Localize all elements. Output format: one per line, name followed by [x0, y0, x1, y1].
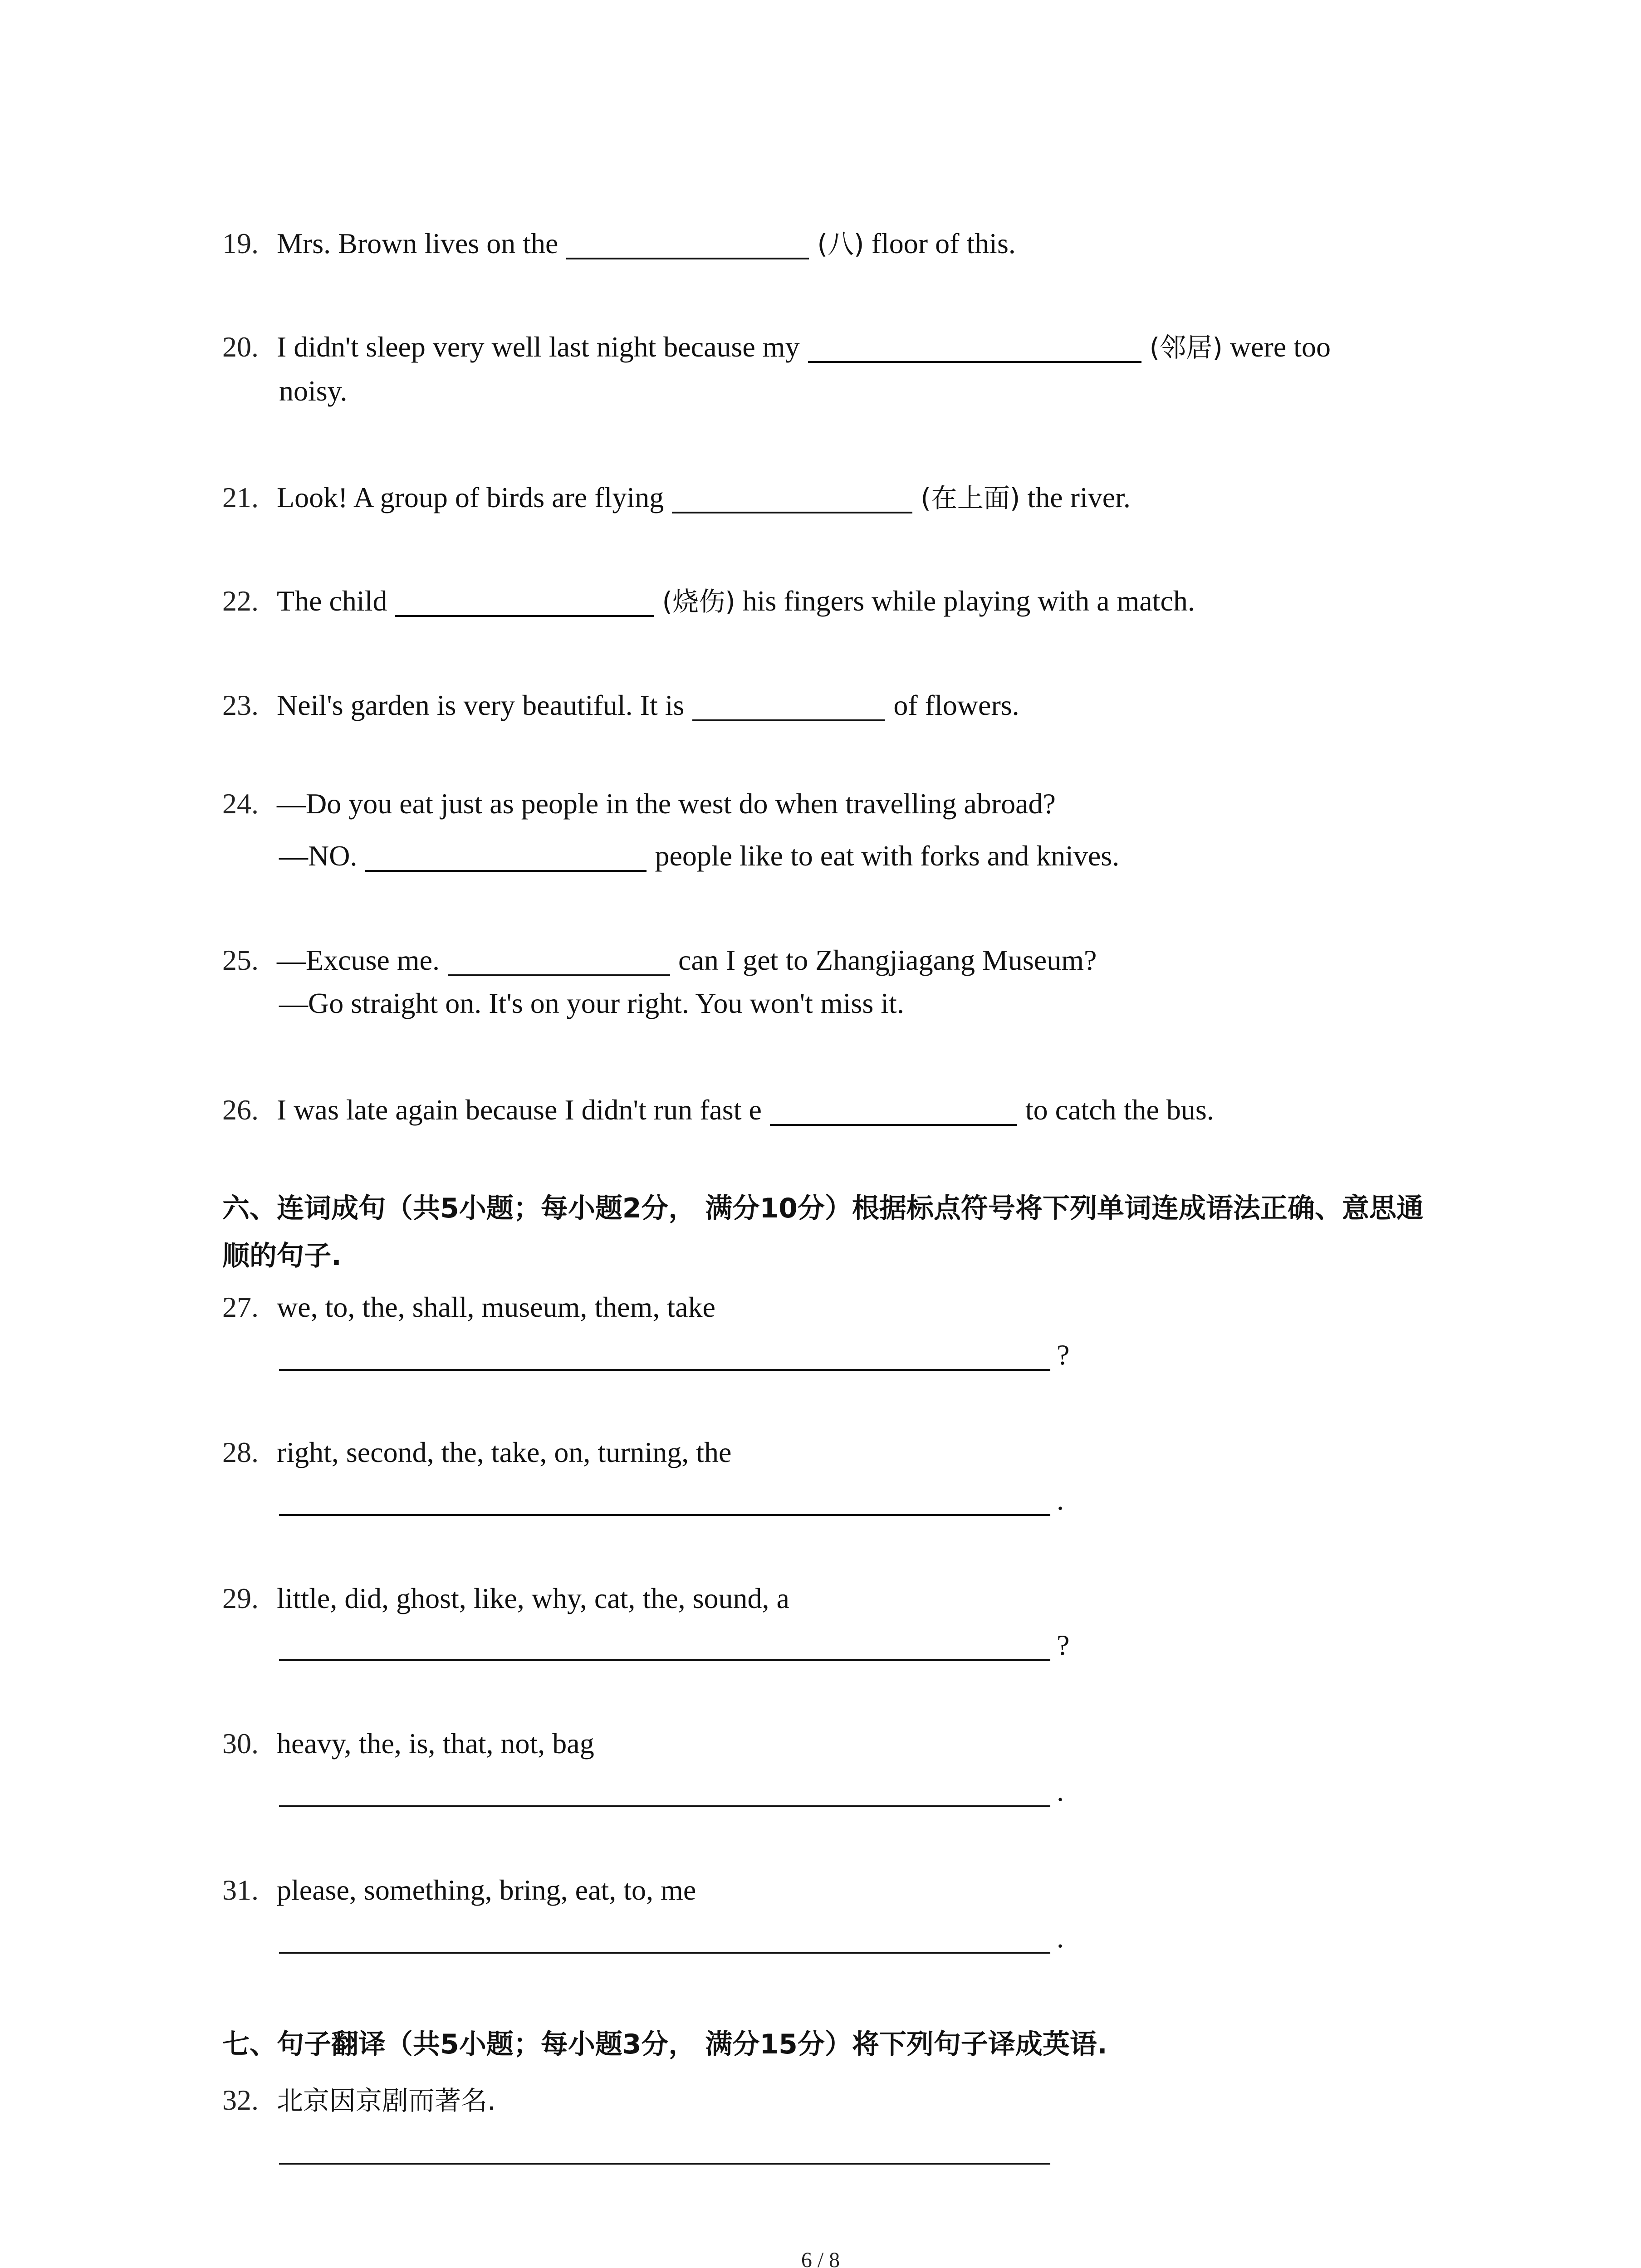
end-punctuation: . [1057, 1484, 1064, 1516]
answer-blank[interactable] [279, 1921, 1050, 1954]
question-text-end: his fingers while playing with a match. [742, 585, 1195, 617]
question-text-end: people like to eat with forks and knives. [655, 840, 1120, 872]
question-number: 21. [222, 481, 259, 513]
question-number: 29. [222, 1582, 259, 1614]
question-32 [222, 2086, 495, 2115]
word-list: right, second, the, take, on, turning, the [277, 1436, 732, 1468]
question-27-answer-line [279, 1338, 1069, 1371]
translation-prompt: 北京因京剧而著名. [277, 2085, 496, 2116]
answer-blank[interactable] [279, 1338, 1050, 1371]
question-text-end: floor of this. [871, 227, 1016, 259]
answer-blank[interactable] [395, 584, 654, 617]
hint-text: (烧伤) [662, 586, 735, 617]
word-list: heavy, the, is, that, not, bag [277, 1727, 594, 1760]
question-number: 25. [222, 944, 259, 976]
question-22 [222, 584, 1195, 617]
dialogue-reply: —NO. [279, 840, 358, 872]
question-31-answer-line [279, 1921, 1064, 1954]
question-number: 26. [222, 1094, 259, 1126]
question-number: 23. [222, 689, 259, 721]
question-24-answer-line [279, 839, 1119, 872]
question-20 [222, 330, 1331, 363]
question-number: 28. [222, 1436, 259, 1468]
page-number: 6 / 8 [801, 2248, 840, 2268]
end-punctuation: . [1057, 1775, 1064, 1807]
question-text: The child [277, 585, 387, 617]
question-number: 20. [222, 331, 259, 363]
question-text: —Do you eat just as people in the west do when travelling abroad? [277, 787, 1056, 820]
question-text-end: can I get to Zhangjiagang Museum? [678, 944, 1097, 976]
question-19 [222, 227, 1016, 259]
question-29-answer-line [279, 1628, 1069, 1661]
end-punctuation: . [1057, 1921, 1064, 1954]
question-29 [222, 1584, 789, 1613]
answer-blank[interactable] [692, 689, 885, 721]
question-26 [222, 1093, 1214, 1126]
section-6-heading: 六、连词成句（共5小题；每小题2分， 满分10分）根据标点符号将下列单词连成语法正确、意思通顺的句子. [222, 1193, 1424, 1272]
question-number: 31. [222, 1874, 259, 1906]
question-text: Look! A group of birds are flying [277, 481, 664, 513]
question-31 [222, 1876, 696, 1905]
answer-blank[interactable] [672, 481, 912, 513]
question-30 [222, 1729, 594, 1758]
word-list: little, did, ghost, like, why, cat, the, sound, a [277, 1582, 789, 1614]
question-32-answer-line [279, 2132, 1057, 2165]
answer-blank[interactable] [808, 330, 1141, 363]
question-20-continuation: noisy. [279, 375, 348, 407]
word-list: please, something, bring, eat, to, me [277, 1874, 696, 1906]
question-25-reply: —Go straight on. It's on your right. You won't miss it. [279, 987, 904, 1019]
question-number: 19. [222, 227, 259, 259]
end-punctuation: ? [1057, 1339, 1070, 1371]
question-28 [222, 1438, 731, 1467]
question-number: 27. [222, 1291, 259, 1323]
answer-blank[interactable] [365, 839, 647, 872]
question-text-end: were too [1230, 331, 1331, 363]
end-punctuation: ? [1057, 1629, 1070, 1661]
word-list: we, to, the, shall, museum, them, take [277, 1291, 715, 1323]
answer-blank[interactable] [566, 227, 809, 259]
question-text-end: the river. [1027, 481, 1131, 513]
question-text-end: to catch the bus. [1025, 1094, 1214, 1126]
question-text: I didn't sleep very well last night because my [277, 331, 800, 363]
question-25 [222, 943, 1097, 976]
question-30-answer-line [279, 1774, 1064, 1807]
question-27 [222, 1293, 715, 1322]
question-text-end: of flowers. [893, 689, 1019, 721]
answer-blank[interactable] [770, 1093, 1017, 1126]
answer-blank[interactable] [279, 1483, 1050, 1516]
hint-text: (八) [817, 229, 864, 259]
section-7-heading: 七、句子翻译（共5小题；每小题3分， 满分15分）将下列句子译成英语. [222, 2028, 1107, 2060]
question-23 [222, 689, 1019, 721]
question-21 [222, 481, 1131, 513]
answer-blank[interactable] [279, 1628, 1050, 1661]
hint-text: (邻居) [1149, 332, 1223, 363]
question-24 [222, 789, 1056, 818]
question-text: —Excuse me. [277, 944, 440, 976]
question-number: 32. [222, 2084, 259, 2116]
question-number: 24. [222, 787, 259, 820]
question-text: Neil's garden is very beautiful. It is [277, 689, 685, 721]
question-number: 22. [222, 585, 259, 617]
question-number: 30. [222, 1727, 259, 1760]
question-text: Mrs. Brown lives on the [277, 227, 558, 259]
answer-blank[interactable] [279, 2132, 1050, 2165]
answer-blank[interactable] [448, 943, 670, 976]
hint-text: (在上面) [921, 483, 1020, 513]
question-28-answer-line [279, 1483, 1064, 1516]
answer-blank[interactable] [279, 1774, 1050, 1807]
question-text: I was late again because I didn't run fast e [277, 1094, 762, 1126]
